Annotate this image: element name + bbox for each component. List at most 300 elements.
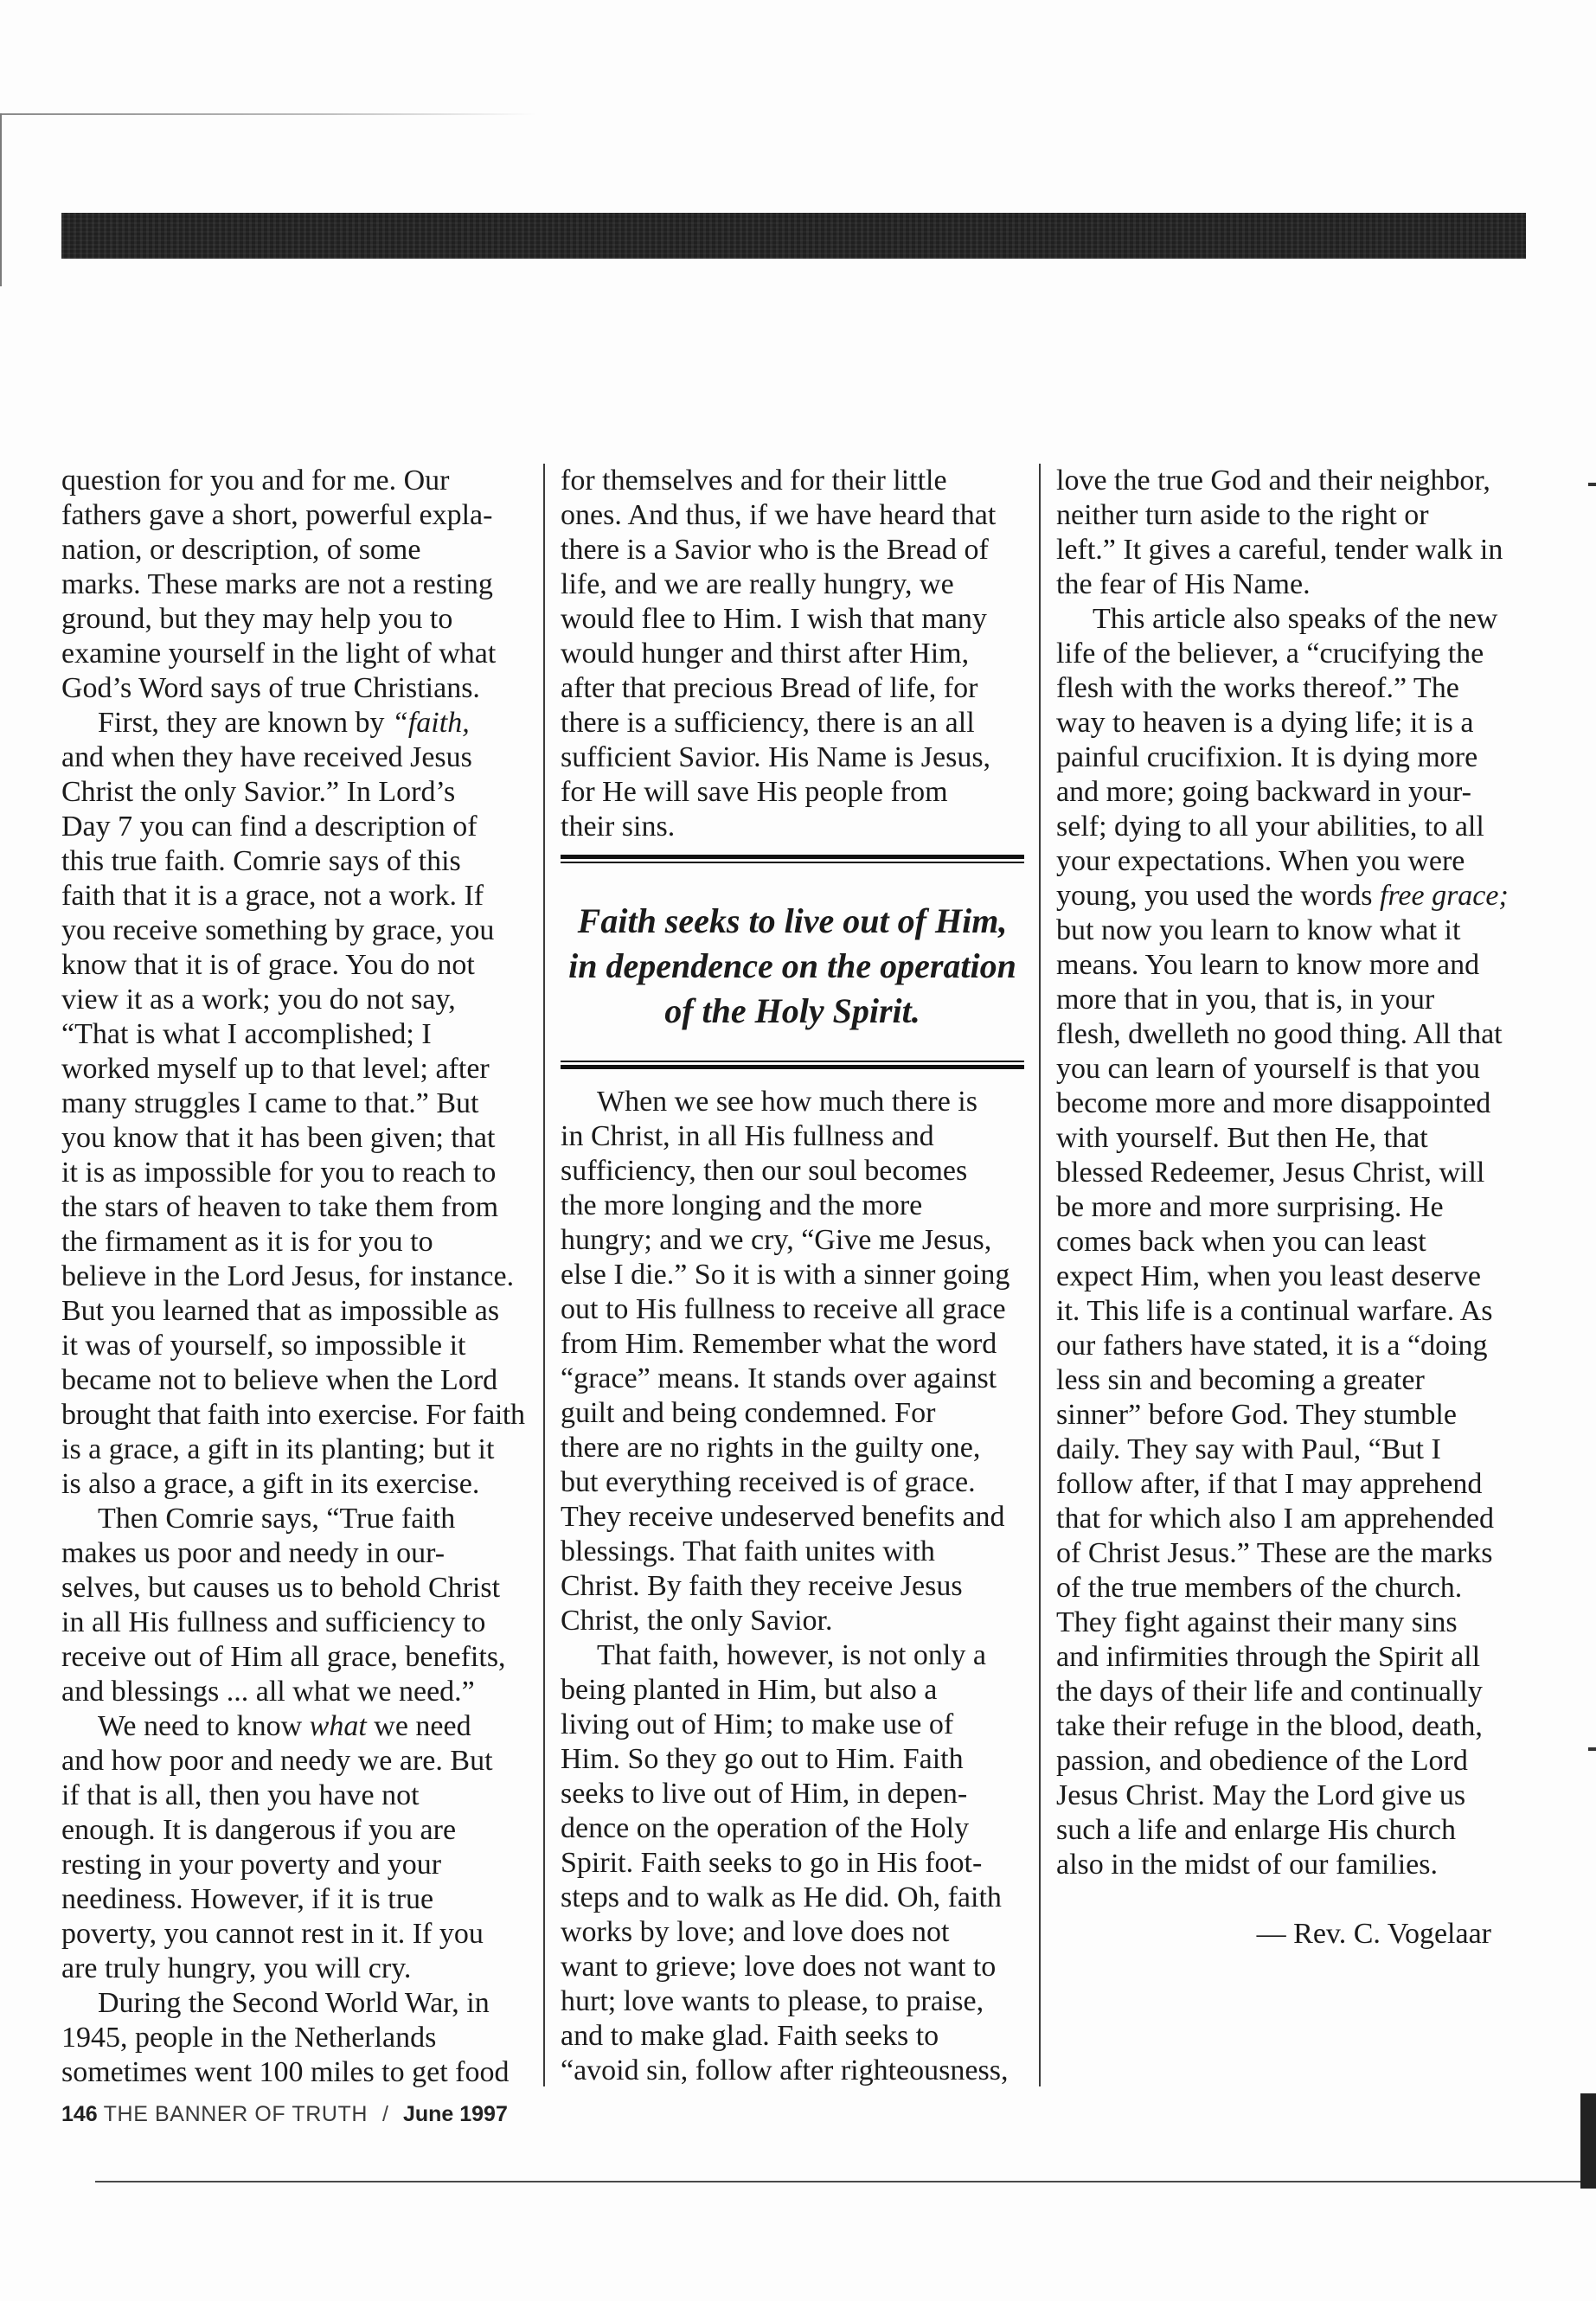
line-text <box>61 464 450 498</box>
text-run: works by love; and love does not <box>561 1916 950 1948</box>
text-run: marks. These marks are not a resting <box>61 568 493 600</box>
text-line <box>61 1640 529 1675</box>
text-line <box>561 706 1024 740</box>
line-text <box>1056 1848 1438 1882</box>
text-line <box>1056 1259 1526 1294</box>
text-run: in Christ, in all His fullness and <box>561 1120 934 1152</box>
page-bottom-rule <box>95 2181 1596 2182</box>
line-text <box>1056 567 1311 602</box>
text-run: self; dying to all your abilities, to all <box>1056 811 1484 843</box>
line-text <box>61 637 496 671</box>
article-column-2 <box>561 464 1024 2088</box>
text-run: They receive undeserved benefits and <box>561 1501 1005 1533</box>
text-run: being planted in Him, but also a <box>561 1674 938 1706</box>
text-run: fathers gave a short, powerful expla- <box>61 499 493 531</box>
text-run: sometimes went 100 miles to get food <box>61 2056 510 2088</box>
text-line <box>1056 1190 1526 1225</box>
publication-name: THE BANNER OF TRUTH <box>103 2102 369 2126</box>
column-rule <box>543 464 545 2086</box>
text-line <box>61 498 529 533</box>
line-text <box>61 1744 493 1779</box>
text-run: living out of Him; to make use of <box>561 1708 954 1740</box>
text-line <box>1056 1502 1526 1536</box>
text-run: sinner” before God. They stumble <box>1056 1399 1457 1431</box>
text-line <box>1056 567 1526 602</box>
text-line <box>561 1154 1024 1189</box>
text-line <box>61 948 529 983</box>
pull-quote-text <box>561 863 1024 1061</box>
text-run: but now you learn to know what it <box>1056 914 1461 946</box>
line-text <box>561 1535 935 1569</box>
text-run: is a grace, a gift in its planting; but it <box>61 1433 495 1465</box>
text-line <box>1056 498 1526 533</box>
line-text <box>1056 1190 1444 1225</box>
italic-text: what <box>309 1710 367 1742</box>
text-run: are truly hungry, you will cry. <box>61 1952 412 1984</box>
text-line <box>561 1362 1024 1396</box>
line-text <box>1056 464 1490 498</box>
author-signature: — Rev. C. Vogelaar <box>1256 1918 1491 1950</box>
paragraph <box>61 706 529 1502</box>
text-line <box>1056 983 1526 1017</box>
text-line <box>1056 1398 1526 1433</box>
text-run: sufficient Savior. His Name is Jesus, <box>561 741 991 773</box>
text-run: that for which also I am apprehended <box>1056 1503 1495 1535</box>
line-text <box>561 1708 953 1742</box>
line-text <box>1056 637 1484 671</box>
text-run: there is a sufficiency, there is an all <box>561 707 975 739</box>
text-run: ones. And thus, if we have heard that <box>561 499 997 531</box>
text-line <box>61 637 529 671</box>
text-line <box>561 2019 1024 2054</box>
text-line <box>61 1536 529 1571</box>
line-text <box>61 1848 441 1882</box>
rule-thin <box>561 1061 1024 1062</box>
line-text <box>61 1190 498 1225</box>
text-run: in all His fullness and sufficiency to <box>61 1606 486 1638</box>
text-run: flesh with the works thereof.” The <box>1056 672 1459 704</box>
text-line <box>561 498 1024 533</box>
text-run: the stars of heaven to take them from <box>61 1191 499 1223</box>
article-column-3 <box>1056 464 1526 1952</box>
line-text <box>1056 983 1434 1017</box>
text-line <box>561 1604 1024 1638</box>
issue-date: June 1997 <box>402 2102 508 2126</box>
text-run: flesh, dwelleth no good thing. All that <box>1056 1018 1503 1050</box>
text-line <box>561 567 1024 602</box>
text-run: it is as impossible for you to reach to <box>61 1157 497 1189</box>
line-text <box>1056 1640 1480 1675</box>
line-text <box>61 1571 500 1606</box>
paragraph <box>561 1638 1024 2088</box>
rule-thick <box>561 1065 1024 1069</box>
text-line <box>1056 1329 1526 1363</box>
text-line <box>561 1465 1024 1500</box>
line-text <box>61 1052 490 1086</box>
text-line <box>1056 1536 1526 1571</box>
text-run: became not to believe when the Lord <box>61 1364 498 1396</box>
text-line <box>1056 810 1526 844</box>
text-run: you receive something by grace, you <box>61 914 495 946</box>
line-text <box>1056 775 1471 810</box>
text-run: of Christ Jesus.” These are the marks <box>1056 1537 1493 1569</box>
text-line <box>1056 1606 1526 1640</box>
text-run: after that precious Bread of life, for <box>561 672 978 704</box>
text-line <box>61 1156 529 1190</box>
text-line <box>561 1708 1024 1742</box>
text-run: guilt and being condemned. For <box>561 1397 936 1429</box>
text-line <box>561 1258 1024 1292</box>
text-line <box>561 1777 1024 1811</box>
italic-text: free grace; <box>1379 880 1509 912</box>
line-text <box>61 533 420 567</box>
line-text <box>61 1086 479 1121</box>
text-line <box>1056 1156 1526 1190</box>
page-footer <box>61 2101 508 2127</box>
line-text <box>561 1154 967 1189</box>
text-run: ground, but they may help you to <box>61 603 453 635</box>
pull-quote-line: of the Holy Spirit. <box>664 991 920 1030</box>
text-run: hurt; love wants to please, to praise, <box>561 1985 984 2017</box>
text-line <box>561 810 1024 844</box>
text-run: nation, or description, of some <box>61 534 421 566</box>
text-run: else I die.” So it is with a sinner going <box>561 1259 1010 1291</box>
text-run: makes us poor and needy in our- <box>61 1537 445 1569</box>
line-text <box>561 637 969 671</box>
line-text <box>1056 879 1509 913</box>
rule-thin <box>561 862 1024 863</box>
text-run: First, they are known by <box>98 707 392 739</box>
text-line <box>61 1190 529 1225</box>
text-run: Christ. By faith they receive Jesus <box>561 1570 963 1602</box>
line-text <box>61 810 478 844</box>
line-text <box>61 1225 433 1259</box>
line-text <box>61 1329 465 1363</box>
line-text <box>561 810 675 844</box>
text-run: passion, and obedience of the Lord <box>1056 1745 1468 1777</box>
text-run: of the true members of the church. <box>1056 1572 1463 1604</box>
text-line <box>561 637 1024 671</box>
text-run: this true faith. Comrie says of this <box>61 845 461 877</box>
text-line <box>561 1846 1024 1881</box>
text-run: become more and more disappointed <box>1056 1087 1491 1119</box>
text-run: for He will save His people from <box>561 776 948 808</box>
line-text <box>61 1640 506 1675</box>
column-3-text <box>1056 464 1526 1882</box>
text-run: resting in your poverty and your <box>61 1849 442 1881</box>
text-run: “avoid sin, follow after righteousness, <box>561 2054 1009 2086</box>
line-text <box>61 1675 475 1709</box>
text-run: examine yourself in the light of what <box>61 638 497 670</box>
text-line <box>61 1086 529 1121</box>
line-text <box>1056 1675 1483 1709</box>
pull-quote-rule-bottom <box>561 1061 1024 1069</box>
text-line <box>1056 637 1526 671</box>
text-line <box>61 464 529 498</box>
line-text <box>1056 1294 1493 1329</box>
text-line <box>1056 913 1526 948</box>
line-text <box>61 2021 436 2055</box>
line-text <box>61 1017 432 1052</box>
line-text <box>1056 810 1484 844</box>
text-line <box>61 1571 529 1606</box>
line-text <box>561 671 977 706</box>
text-line <box>561 1189 1024 1223</box>
line-text <box>98 1986 490 2021</box>
text-run: Jesus Christ. May the Lord give us <box>1056 1779 1466 1811</box>
text-run: you know that it has been given; that <box>61 1122 496 1154</box>
line-text <box>561 533 989 567</box>
text-line <box>61 1294 529 1329</box>
line-text <box>561 2019 939 2054</box>
text-run: and when they have received Jesus <box>61 741 472 773</box>
text-run: out to His fullness to receive all grace <box>561 1293 1006 1325</box>
header-band <box>61 213 1526 259</box>
text-run: is also a grace, a gift in its exercise. <box>61 1468 480 1500</box>
text-line <box>61 1813 529 1848</box>
text-line <box>1056 671 1526 706</box>
text-line <box>61 1502 529 1536</box>
text-run: and blessings ... all what we need.” <box>61 1676 475 1708</box>
text-run: with yourself. But then He, that <box>1056 1122 1428 1154</box>
line-text <box>561 740 990 775</box>
text-line <box>61 1917 529 1952</box>
text-line <box>1056 602 1526 637</box>
text-run: our fathers have stated, it is a “doing <box>1056 1330 1488 1362</box>
text-run: less sin and becoming a greater <box>1056 1364 1425 1396</box>
line-text <box>1056 1744 1468 1779</box>
line-text <box>561 1569 963 1604</box>
line-text <box>597 1638 986 1673</box>
line-text <box>61 602 452 637</box>
line-text <box>561 1881 1002 1915</box>
text-run: love the true God and their neighbor, <box>1056 465 1490 497</box>
line-text <box>561 1258 1010 1292</box>
text-line <box>61 1675 529 1709</box>
text-run: the firmament as it is for you to <box>61 1226 433 1258</box>
text-run: poverty, you cannot rest in it. If you <box>61 1918 484 1950</box>
article-column-1 <box>61 464 529 2090</box>
text-line <box>61 810 529 844</box>
text-run: painful crucifixion. It is dying more <box>1056 741 1478 773</box>
text-run: Christ, the only Savior. <box>561 1605 833 1637</box>
text-line <box>1056 775 1526 810</box>
scan-edge-line-left <box>0 113 2 286</box>
text-line <box>61 1363 529 1398</box>
text-line <box>1056 1225 1526 1259</box>
text-run: Day 7 you can find a description of <box>61 811 478 843</box>
text-run: and to make glad. Faith seeks to <box>561 2020 939 2052</box>
line-text <box>61 1294 499 1329</box>
italic-text: “faith, <box>391 707 470 739</box>
text-run: young, you used the words <box>1056 880 1380 912</box>
text-line <box>61 1709 529 1744</box>
line-text <box>561 464 947 498</box>
text-run: “grace” means. It stands over against <box>561 1362 997 1394</box>
text-line <box>1056 1121 1526 1156</box>
line-text <box>561 2054 1008 2088</box>
text-run: They fight against their many sins <box>1056 1606 1458 1638</box>
text-run: When we see how much there is <box>597 1086 977 1118</box>
line-text <box>98 1709 471 1744</box>
column-2-lower-text <box>561 1085 1024 2088</box>
text-run: 1945, people in the Netherlands <box>61 2022 437 2054</box>
text-line <box>1056 1052 1526 1086</box>
text-line <box>61 1433 529 1467</box>
text-run: also in the midst of our families. <box>1056 1849 1438 1881</box>
text-run: dence on the operation of the Holy <box>561 1812 970 1844</box>
line-text <box>61 671 480 706</box>
text-run: Christ the only Savior.” In Lord’s <box>61 776 456 808</box>
line-text <box>61 1467 479 1502</box>
text-line <box>561 775 1024 810</box>
text-line <box>561 1223 1024 1258</box>
text-line <box>61 1467 529 1502</box>
text-line <box>1056 1433 1526 1467</box>
text-run: enough. It is dangerous if you are <box>61 1814 457 1846</box>
text-run: comes back when you can least <box>1056 1226 1426 1258</box>
text-run: neediness. However, if it is true <box>61 1883 434 1915</box>
line-text <box>1056 1467 1482 1502</box>
text-run: know that it is of grace. You do not <box>61 949 475 981</box>
text-run: Spirit. Faith seeks to go in His foot- <box>561 1847 983 1879</box>
text-run: Then Comrie says, “True faith <box>98 1503 456 1535</box>
text-line <box>561 602 1024 637</box>
text-run: “That is what I accomplished; I <box>61 1018 432 1050</box>
paragraph <box>1056 602 1526 1882</box>
text-line <box>61 1121 529 1156</box>
line-text <box>61 1398 525 1433</box>
line-text <box>1056 1329 1488 1363</box>
text-run: neither turn aside to the right or <box>1056 499 1429 531</box>
line-text <box>61 913 494 948</box>
text-line <box>61 1606 529 1640</box>
text-line <box>1056 879 1526 913</box>
line-text <box>1056 948 1479 983</box>
line-text <box>561 1396 935 1431</box>
line-text <box>61 1156 496 1190</box>
text-line <box>561 1915 1024 1950</box>
line-text <box>561 1673 937 1708</box>
paragraph <box>61 1986 529 2090</box>
text-line <box>61 1398 529 1433</box>
text-line <box>561 1119 1024 1154</box>
text-run: if that is all, then you have not <box>61 1779 420 1811</box>
text-run: Him. So they go out to Him. Faith <box>561 1743 964 1775</box>
text-line <box>1056 948 1526 983</box>
text-line <box>61 1848 529 1882</box>
line-text <box>1056 1363 1425 1398</box>
pull-quote <box>561 855 1024 1069</box>
text-run: We need to know <box>98 1710 310 1742</box>
text-run: would hunger and thirst after Him, <box>561 638 970 670</box>
text-line <box>61 1259 529 1294</box>
line-text <box>61 1363 497 1398</box>
text-line <box>561 1984 1024 2019</box>
text-run: the more longing and the more <box>561 1189 923 1221</box>
text-line <box>561 740 1024 775</box>
pull-quote-line: in dependence on the operation <box>568 946 1016 985</box>
line-text <box>1093 602 1497 637</box>
line-text <box>1056 1398 1457 1433</box>
line-text <box>1056 1813 1456 1848</box>
text-run: we need <box>366 1710 471 1742</box>
line-text <box>1056 1225 1426 1259</box>
text-run: the fear of His Name. <box>1056 568 1311 600</box>
text-line <box>61 740 529 775</box>
text-line <box>61 1052 529 1086</box>
line-text <box>1056 1502 1494 1536</box>
text-line <box>61 602 529 637</box>
text-run: there are no rights in the guilty one, <box>561 1432 981 1464</box>
line-text <box>561 1189 922 1223</box>
line-text <box>1056 1086 1490 1121</box>
column-2-upper-text <box>561 464 1024 844</box>
text-line <box>61 1017 529 1052</box>
text-run: but everything received is of grace. <box>561 1466 976 1498</box>
text-run: want to grieve; love does not want to <box>561 1951 997 1983</box>
text-line <box>1056 740 1526 775</box>
line-text <box>597 1085 977 1119</box>
text-run: and more; going backward in your- <box>1056 776 1471 808</box>
line-text <box>61 844 461 879</box>
line-text <box>561 1846 982 1881</box>
line-text <box>561 1984 984 2019</box>
pull-quote-line: Faith seeks to live out of Him, <box>577 901 1008 940</box>
text-line <box>1056 844 1526 879</box>
line-text <box>61 740 472 775</box>
text-line <box>1056 1571 1526 1606</box>
text-line <box>1056 1675 1526 1709</box>
line-text <box>561 498 996 533</box>
text-line <box>61 1882 529 1917</box>
text-run: God’s Word says of true Christians. <box>61 672 480 704</box>
scan-edge-mark <box>1588 1747 1596 1751</box>
text-line <box>61 2021 529 2055</box>
paragraph <box>561 464 1024 844</box>
text-run: blessed Redeemer, Jesus Christ, will <box>1056 1157 1485 1189</box>
line-text <box>561 567 954 602</box>
text-line <box>1056 1640 1526 1675</box>
line-text <box>1056 740 1477 775</box>
text-line <box>1056 1848 1526 1882</box>
text-line <box>61 1986 529 2021</box>
text-run: steps and to walk as He did. Oh, faith <box>561 1881 1002 1913</box>
text-run: would flee to Him. I wish that many <box>561 603 987 635</box>
text-line <box>561 1535 1024 1569</box>
text-line <box>61 671 529 706</box>
text-run: their sins. <box>561 811 676 843</box>
line-text <box>561 1327 997 1362</box>
line-text <box>561 706 975 740</box>
text-run: This article also speaks of the new <box>1093 603 1498 635</box>
paragraph <box>1056 464 1526 602</box>
text-line <box>561 2054 1024 2088</box>
page-number: 146 <box>61 2102 98 2126</box>
line-text <box>98 1502 455 1536</box>
text-run: hungry; and we cry, “Give me Jesus, <box>561 1224 992 1256</box>
text-line <box>61 706 529 740</box>
line-text <box>61 1433 494 1467</box>
text-run: blessings. That faith unites with <box>561 1535 935 1567</box>
text-run: you can learn of yourself is that you <box>1056 1053 1481 1085</box>
paragraph <box>561 1085 1024 1638</box>
pull-quote-rule-top <box>561 855 1024 863</box>
text-run: left.” It gives a careful, tender walk in <box>1056 534 1503 566</box>
line-text <box>1056 706 1474 740</box>
line-text <box>1056 1017 1503 1052</box>
text-line <box>561 1292 1024 1327</box>
